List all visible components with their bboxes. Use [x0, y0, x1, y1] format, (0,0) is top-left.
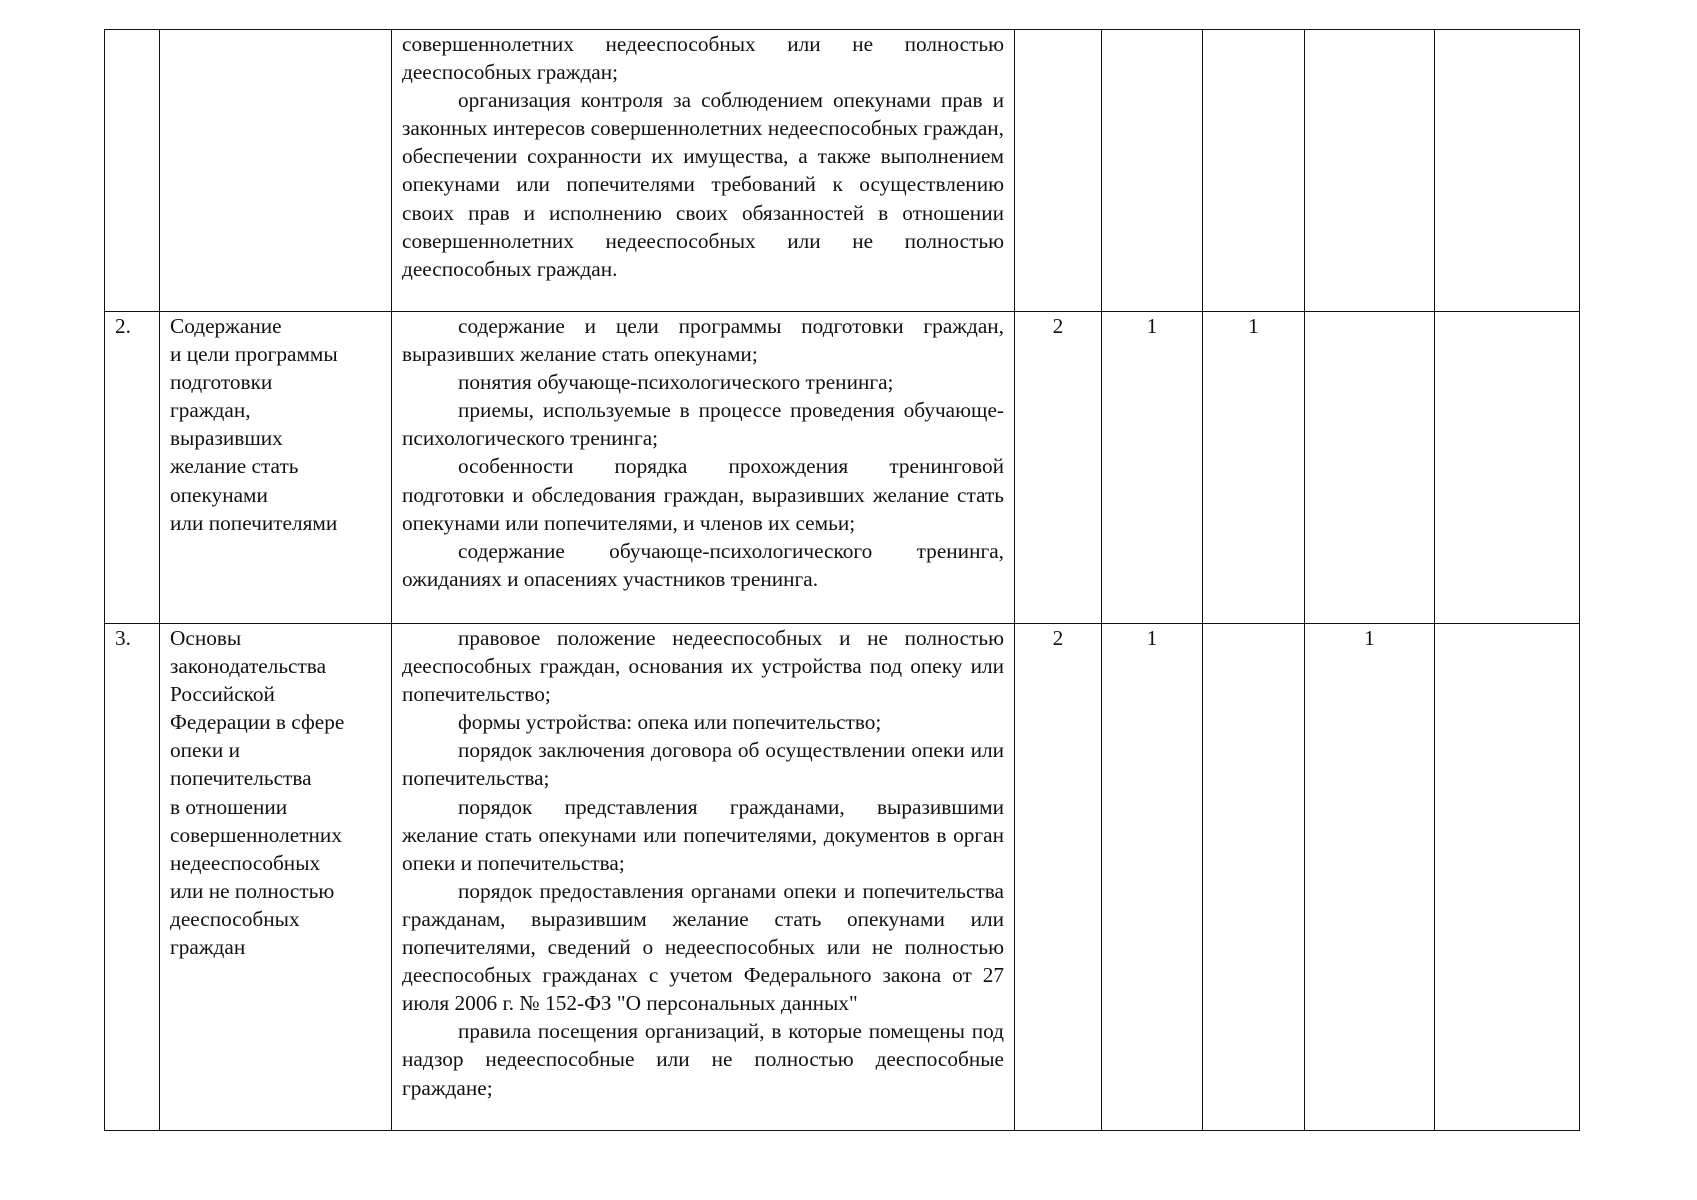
theme-line: желание стать	[170, 454, 299, 479]
row-number: 2.	[115, 314, 131, 338]
hours-cell-1	[1015, 30, 1102, 312]
theme-line: совершеннолетних	[170, 822, 342, 847]
theme-line: или попечителями	[170, 510, 338, 535]
theme-line: Основы	[170, 626, 242, 650]
theme-line: или не полностью	[170, 878, 335, 903]
content-paragraph: порядок заключения договора об осуществлении опеки или попечительства;	[402, 738, 1004, 791]
hours-value: 1	[1248, 314, 1259, 338]
hours-cell-4	[1305, 30, 1435, 312]
hours-cell-1	[1015, 624, 1102, 1131]
hours-cell-3	[1203, 312, 1305, 624]
hours-cell-3	[1203, 30, 1305, 312]
table-row	[105, 312, 1580, 624]
hours-value: 2	[1052, 626, 1064, 650]
hours-cell-3	[1203, 624, 1305, 1131]
table-body	[105, 30, 1580, 1131]
theme-line: Содержание	[170, 314, 282, 338]
content-paragraph: содержание обучающе-психологического тренинга, ожиданиях и опасениях участников тренинга.	[402, 538, 1004, 591]
hours-cell-5	[1435, 624, 1580, 1131]
hours-value: 1	[1146, 314, 1158, 338]
content-paragraph: совершеннолетних недееспособных или не полностью дееспособных граждан;	[402, 32, 1004, 85]
content-cell	[392, 30, 1015, 312]
theme-line: опекунами	[170, 482, 268, 507]
row-number: 3.	[115, 626, 131, 650]
theme-line: и цели программы	[170, 342, 338, 367]
theme-cell	[160, 624, 392, 1131]
hours-value: 2	[1052, 314, 1064, 338]
theme-line: попечительства	[170, 766, 312, 791]
content-paragraph: порядок представления гражданами, выразившими желание стать опекунами или попечителями, документов в орган опеки и попечительства;	[402, 794, 1004, 875]
theme-line: в отношении	[170, 794, 288, 819]
theme-line: подготовки	[170, 370, 273, 395]
content-paragraph: правила посещения организаций, в которые помещены под надзор недееспособные или не полностью дееспособные граждане;	[402, 1019, 1004, 1100]
theme-line: Российской	[170, 682, 275, 707]
content-paragraph: понятия обучающе-психологического тренинга;	[458, 370, 894, 395]
hours-cell-4	[1305, 624, 1435, 1131]
theme-line: дееспособных	[170, 906, 300, 931]
hours-value: 1	[1146, 626, 1158, 650]
hours-cell-2	[1102, 312, 1203, 624]
content-paragraph: содержание и цели программы подготовки граждан, выразивших желание стать опекунами;	[402, 314, 1004, 367]
theme-cell	[160, 312, 392, 624]
content-cell	[392, 624, 1015, 1131]
theme-line: выразивших	[170, 426, 283, 451]
theme-title	[170, 312, 381, 537]
row-number-cell	[105, 312, 160, 624]
content-paragraph: приемы, используемые в процессе проведения обучающе-психологического тренинга;	[402, 398, 1004, 451]
theme-line: граждан	[170, 935, 246, 960]
content-cell	[392, 312, 1015, 624]
hours-cell-2	[1102, 30, 1203, 312]
hours-cell-5	[1435, 312, 1580, 624]
content-paragraph: особенности порядка прохождения тренинговой подготовки и обследования граждан, выразивших желание стать опекунами или попечителями, и членов их семьи;	[402, 454, 1004, 535]
curriculum-table	[104, 29, 1580, 1131]
hours-cell-1	[1015, 312, 1102, 624]
row-number-cell	[105, 30, 160, 312]
theme-line: граждан,	[170, 398, 251, 423]
theme-line: недееспособных	[170, 850, 321, 875]
theme-line: Федерации в сфере	[170, 710, 345, 735]
table-row	[105, 30, 1580, 312]
theme-line: законодательства	[170, 654, 327, 679]
hours-cell-5	[1435, 30, 1580, 312]
theme-line: опеки и	[170, 738, 240, 763]
hours-cell-2	[1102, 624, 1203, 1131]
content-paragraph: порядок предоставления органами опеки и попечительства гражданам, выразившим желание стать опекунами или попечителями, сведений о недееспособных или не полностью дееспособных гражданах с учетом Федерального закона от 27 июля 2006 г. № 152-ФЗ "О персональных данных"	[402, 878, 1004, 1016]
table-row	[105, 624, 1580, 1131]
hours-cell-4	[1305, 312, 1435, 624]
theme-title	[170, 624, 381, 961]
content-paragraph: правовое положение недееспособных и не полностью дееспособных граждан, основания их устройства под опеку или попечительство;	[402, 626, 1004, 707]
content-paragraph: формы устройства: опека или попечительство;	[458, 710, 882, 735]
row-number-cell	[105, 624, 160, 1131]
theme-cell	[160, 30, 392, 312]
content-paragraph: организация контроля за соблюдением опекунами прав и законных интересов совершеннолетних недееспособных граждан, обеспечении сохранности их имущества, а также выполнением опекунами или попечителями требований к осуществлению своих прав и исполнению своих обязанностей в отношении совершеннолетних недееспособных или не полностью дееспособных граждан.	[402, 88, 1004, 281]
hours-value: 1	[1364, 626, 1375, 650]
